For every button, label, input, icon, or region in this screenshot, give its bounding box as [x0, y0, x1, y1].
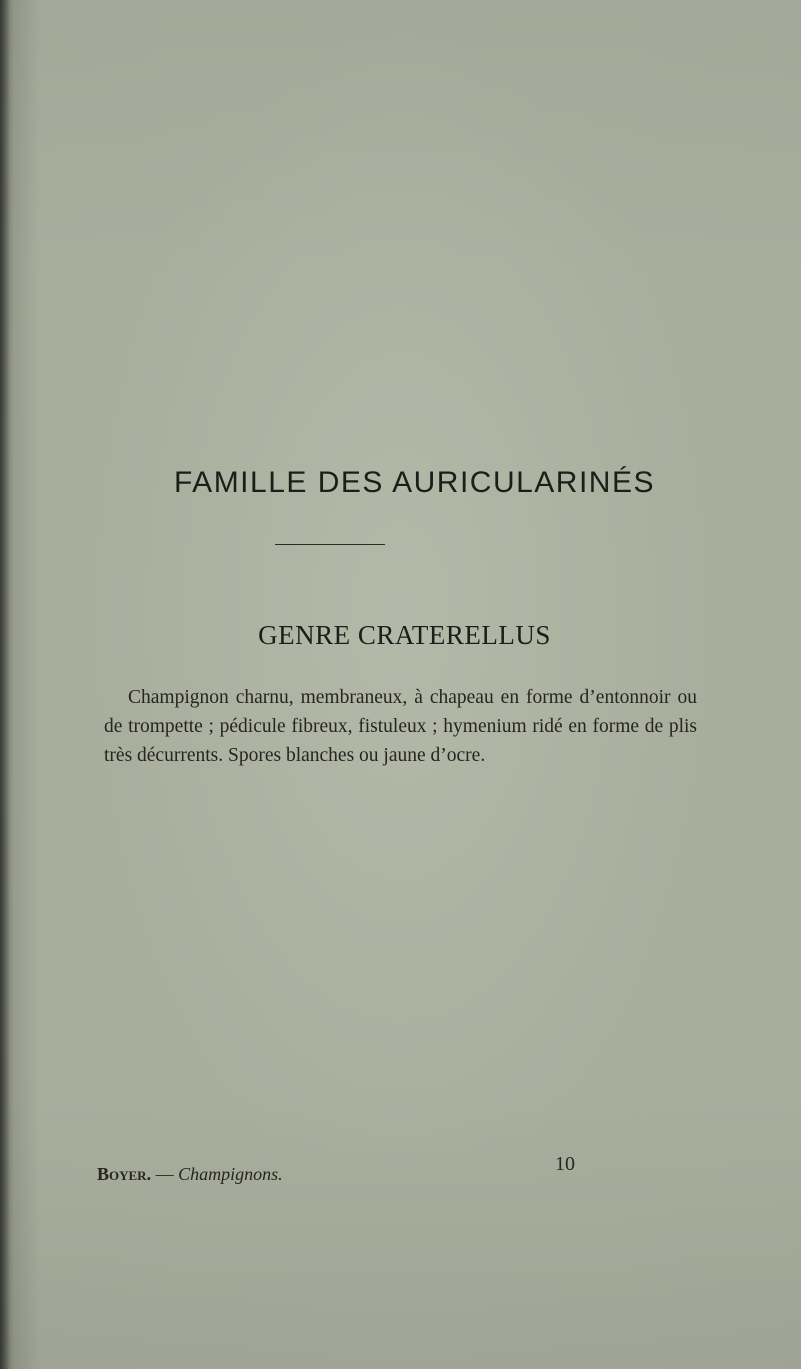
- genus-description: Champignon charnu, membraneux, à chapeau en forme d’entonnoir ou de trompette ; pédicule fibreux, fistuleux ; hymenium ridé en forme de plis très décurrents. Spores blanches ou jaune d’ocre.: [104, 687, 697, 766]
- page-footer: [97, 1164, 577, 1185]
- family-heading: FAMILLE DES AURICULARINÉS: [174, 466, 655, 499]
- heading-divider: [275, 544, 385, 545]
- footer-separator: —: [151, 1164, 179, 1184]
- footer-author: Boyer.: [97, 1164, 152, 1184]
- page-number: 10: [555, 1153, 575, 1175]
- page-edge-shadow: [0, 0, 10, 1369]
- footer-book-title: Champignons.: [178, 1164, 283, 1184]
- genus-heading: GENRE CRATERELLUS: [258, 620, 551, 650]
